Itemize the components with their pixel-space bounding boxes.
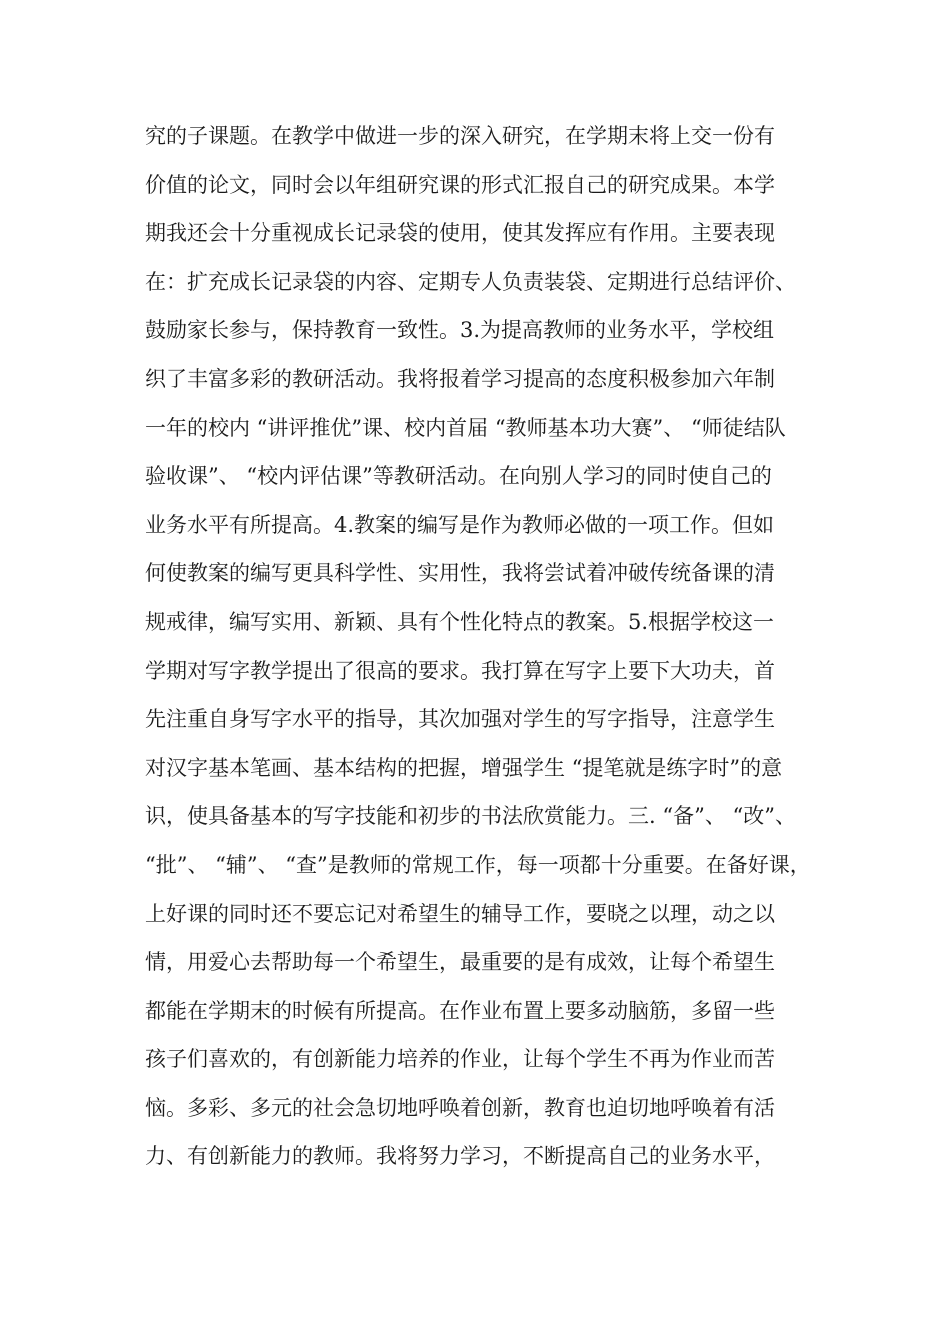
text-line: 何使教案的编写更具科学性、实用性，我将尝试着冲破传统备课的清 (145, 561, 775, 586)
text-line: 在：扩充成长记录袋的内容、定期专人负责装袋、定期进行总结评价、 (145, 269, 796, 294)
text-line: 业务水平有所提高。4.教案的编写是作为教师必做的一项工作。但如 (145, 512, 775, 537)
text-line: 鼓励家长参与，保持教育一致性。3.为提高教师的业务水平，学校组 (145, 318, 775, 343)
body-text (145, 112, 815, 1181)
text-line: 织了丰富多彩的教研活动。我将报着学习提高的态度积极参加六年制 (145, 366, 775, 391)
text-line: 期我还会十分重视成长记录袋的使用，使其发挥应有作用。主要表现 (145, 221, 775, 246)
text-line: 学期对写字教学提出了很高的要求。我打算在写字上要下大功夫，首 (145, 658, 775, 683)
text-line: 一年的校内 “讲评推优”课、校内首届 “教师基本功大赛”、 “师徒结队 (145, 415, 786, 440)
text-line: “批”、 “辅”、 “查”是教师的常规工作，每一项都十分重要。在备好课， (145, 852, 811, 877)
text-line: 情，用爱心去帮助每一个希望生，最重要的是有成效，让每个希望生 (145, 950, 775, 975)
text-line: 验收课”、 “校内评估课”等教研活动。在向别人学习的同时使自己的 (145, 464, 772, 489)
text-line: 都能在学期末的时候有所提高。在作业布置上要多动脑筋，多留一些 (145, 998, 775, 1023)
text-line: 对汉字基本笔画、基本结构的把握，增强学生 “提笔就是练字时”的意 (145, 755, 783, 780)
text-line: 识，使具备基本的写字技能和初步的书法欣赏能力。三. “备”、 “改”、 (145, 804, 796, 829)
text-line: 规戒律，编写实用、新颖、具有个性化特点的教案。5.根据学校这一 (145, 609, 775, 634)
text-line: 孩子们喜欢的，有创新能力培养的作业，让每个学生不再为作业而苦 (145, 1047, 775, 1072)
text-line: 恼。多彩、多元的社会急切地呼唤着创新，教育也迫切地呼唤着有活 (145, 1095, 775, 1120)
text-line: 上好课的同时还不要忘记对希望生的辅导工作，要晓之以理，动之以 (145, 901, 775, 926)
text-line: 先注重自身写字水平的指导，其次加强对学生的写字指导，注意学生 (145, 707, 775, 732)
text-line: 究的子课题。在教学中做进一步的深入研究，在学期末将上交一份有 (145, 124, 775, 148)
text-line: 价值的论文，同时会以年组研究课的形式汇报自己的研究成果。本学 (145, 172, 775, 197)
text-line: 力、有创新能力的教师。我将努力学习，不断提高自己的业务水平， (145, 1144, 775, 1169)
